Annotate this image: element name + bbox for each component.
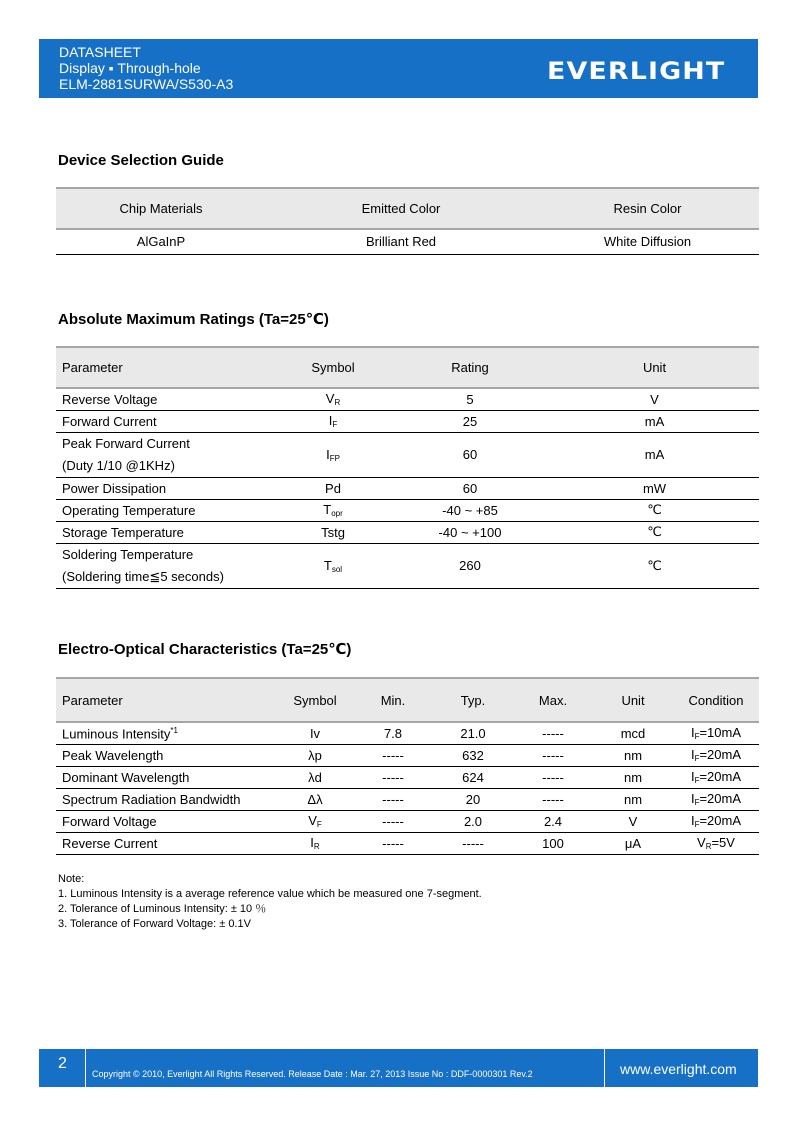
unit: nm: [593, 788, 673, 810]
max: 2.4: [513, 810, 593, 832]
rating: 60: [390, 477, 550, 499]
parameter: Soldering Temperature (Soldering time≦5 seconds): [56, 543, 276, 588]
everlight-logo: EVERLIGHT: [547, 57, 726, 85]
unit: nm: [593, 766, 673, 788]
page-number-box: [39, 1049, 85, 1087]
table-row: [56, 229, 759, 254]
rating: 5: [390, 388, 550, 410]
typ: -----: [433, 832, 513, 854]
emitted-color: Brilliant Red: [266, 229, 536, 254]
typ: 2.0: [433, 810, 513, 832]
symbol: Tstg: [276, 521, 390, 543]
chip-material: AlGaInP: [56, 229, 266, 254]
col-symbol: Symbol: [277, 678, 353, 722]
typ: 632: [433, 744, 513, 766]
col-unit: Unit: [550, 347, 759, 388]
website-box[interactable]: [605, 1049, 758, 1087]
min: -----: [353, 810, 433, 832]
selection-table: [56, 187, 759, 255]
note-3: 3. Tolerance of Forward Voltage: ± 0.1V: [58, 918, 251, 930]
parameter: Operating Temperature: [56, 499, 276, 521]
selection-title: Device Selection Guide: [58, 152, 224, 169]
col-max: Max.: [513, 678, 593, 722]
table-row: [56, 722, 759, 744]
min: 7.8: [353, 722, 433, 744]
unit: nm: [593, 744, 673, 766]
col-unit: Unit: [593, 678, 673, 722]
symbol: $I_R$: [277, 832, 353, 854]
col-symbol: Symbol: [276, 347, 390, 388]
parameter: Peak Forward Current (Duty 1/10 @1KHz): [56, 432, 276, 477]
min: -----: [353, 744, 433, 766]
col-rating: Rating: [390, 347, 550, 388]
parameter: Storage Temperature: [56, 521, 276, 543]
table-row: [56, 432, 759, 477]
symbol: Iv: [277, 722, 353, 744]
typ: 20: [433, 788, 513, 810]
col-resin-color: Resin Color: [536, 188, 759, 229]
table-row: [56, 521, 759, 543]
col-chip-materials: Chip Materials: [56, 188, 266, 229]
copyright-text: Copyright © 2010, Everlight All Rights Reserved. Release Date : Mar. 27, 2013 Issue No : DDF-0000301 Rev.2: [92, 1069, 533, 1079]
col-emitted-color: Emitted Color: [266, 188, 536, 229]
parameter: Forward Voltage: [56, 810, 277, 832]
table-row: [56, 832, 759, 854]
condition: $I_F=20mA$: [673, 810, 759, 832]
col-min: Min.: [353, 678, 433, 722]
col-condition: Condition: [673, 678, 759, 722]
table-row: [56, 499, 759, 521]
symbol: $I_{FP}$: [276, 432, 390, 477]
unit: ℃: [550, 543, 759, 588]
table-row: [56, 810, 759, 832]
unit: ℃: [550, 521, 759, 543]
col-parameter: Parameter: [56, 347, 276, 388]
note-1: 1. Luminous Intensity is a average reference value which be measured one 7-segment.: [58, 888, 482, 900]
unit: μA: [593, 832, 673, 854]
condition: $I_F=10mA$: [673, 722, 759, 744]
notes-title: Note:: [58, 873, 85, 885]
notes: [58, 872, 482, 932]
table-row: [56, 788, 759, 810]
table-row: [56, 744, 759, 766]
unit: mW: [550, 477, 759, 499]
rating: -40 ~ +100: [390, 521, 550, 543]
ratings-table: [56, 346, 759, 589]
max: -----: [513, 788, 593, 810]
col-parameter: Parameter: [56, 678, 277, 722]
min: -----: [353, 832, 433, 854]
unit: mA: [550, 410, 759, 432]
unit: mA: [550, 432, 759, 477]
parameter: Spectrum Radiation Bandwidth: [56, 788, 277, 810]
symbol: Δλ: [277, 788, 353, 810]
doc-category: Display ▪ Through-hole: [59, 60, 201, 76]
parameter: Reverse Current: [56, 832, 277, 854]
max: 100: [513, 832, 593, 854]
max: -----: [513, 744, 593, 766]
table-row: [56, 410, 759, 432]
symbol: $T_{sol}$: [276, 543, 390, 588]
header-bar: [39, 39, 758, 98]
table-row: [56, 766, 759, 788]
symbol: λp: [277, 744, 353, 766]
unit: ℃: [550, 499, 759, 521]
symbol: $I_F$: [276, 410, 390, 432]
condition: $V_R=5V$: [673, 832, 759, 854]
table-row: [56, 543, 759, 588]
condition: $I_F=20mA$: [673, 788, 759, 810]
max: -----: [513, 766, 593, 788]
doc-type: DATASHEET: [59, 44, 141, 60]
ratings-title: Absolute Maximum Ratings (Ta=25℃): [58, 311, 329, 328]
header-text: [59, 44, 233, 92]
table-row: [56, 477, 759, 499]
typ: 21.0: [433, 722, 513, 744]
unit: V: [593, 810, 673, 832]
symbol: Pd: [276, 477, 390, 499]
unit: mcd: [593, 722, 673, 744]
rating: 60: [390, 432, 550, 477]
copyright-box: [86, 1049, 604, 1087]
note-2: 2. Tolerance of Luminous Intensity: ± 10 ％: [58, 903, 267, 915]
resin-color: White Diffusion: [536, 229, 759, 254]
symbol: $V_R$: [276, 388, 390, 410]
symbol: $V_F$: [277, 810, 353, 832]
min: -----: [353, 788, 433, 810]
rating: 25: [390, 410, 550, 432]
eo-table: [56, 677, 759, 855]
typ: 624: [433, 766, 513, 788]
page-number: 2: [58, 1055, 67, 1072]
rating: -40 ~ +85: [390, 499, 550, 521]
unit: V: [550, 388, 759, 410]
part-number: ELM-2881SURWA/S530-A3: [59, 76, 234, 92]
min: -----: [353, 766, 433, 788]
parameter: Luminous Intensity$^{*1}$: [56, 722, 277, 744]
condition: $I_F=20mA$: [673, 766, 759, 788]
ratings-header-row: [56, 347, 759, 388]
parameter: Peak Wavelength: [56, 744, 277, 766]
parameter: Power Dissipation: [56, 477, 276, 499]
symbol: λd: [277, 766, 353, 788]
parameter: Reverse Voltage: [56, 388, 276, 410]
parameter: Dominant Wavelength: [56, 766, 277, 788]
rating: 260: [390, 543, 550, 588]
website-link[interactable]: www.everlight.com: [620, 1061, 737, 1077]
eo-header-row: [56, 678, 759, 722]
col-typ: Typ.: [433, 678, 513, 722]
selection-header-row: [56, 188, 759, 229]
symbol: $T_{opr}$: [276, 499, 390, 521]
max: -----: [513, 722, 593, 744]
condition: $I_F=20mA$: [673, 744, 759, 766]
table-row: [56, 388, 759, 410]
parameter: Forward Current: [56, 410, 276, 432]
eo-title: Electro-Optical Characteristics (Ta=25℃): [58, 641, 352, 658]
